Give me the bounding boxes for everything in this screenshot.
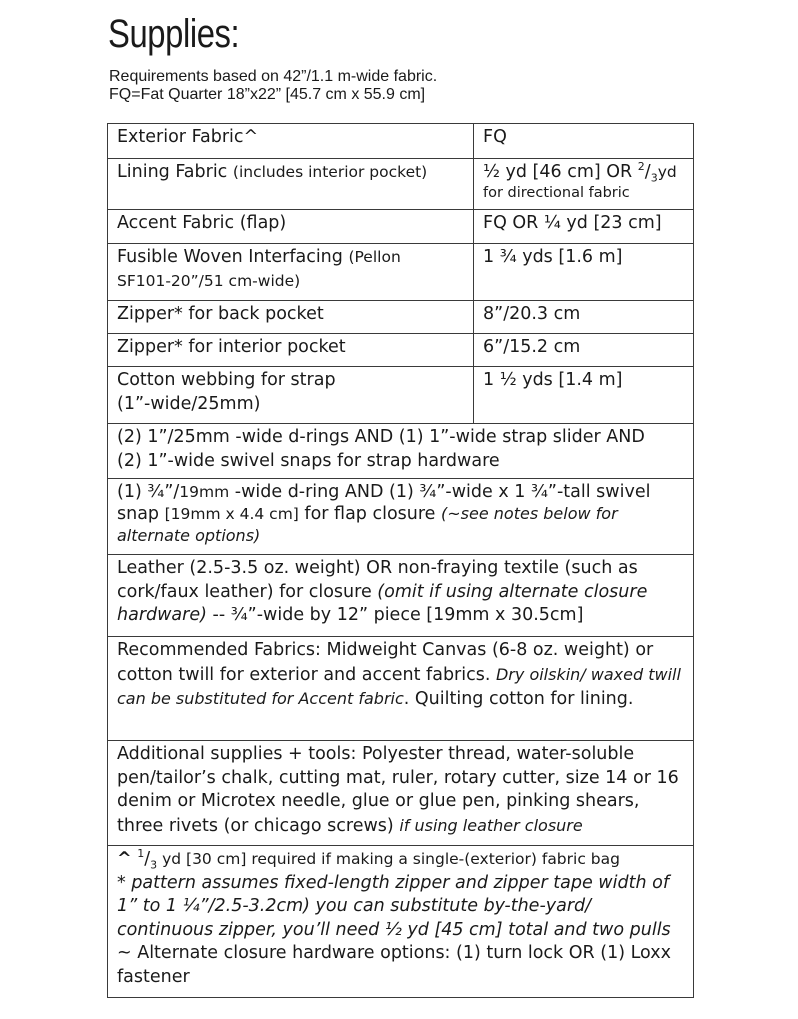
table-row: [108, 741, 694, 846]
table-row: [108, 159, 694, 210]
table-row: [108, 367, 694, 424]
tools-note: Additional supplies + tools: Polyester thread, water-soluble pen/tailor’s chalk, cutting mat, ruler, rotary cutter, size 14 or 16 denim or Microtex needle, glue or glue pen, pinking shears, three rivets (or chicago screws) if using leather closure: [108, 741, 694, 846]
lining-note: (includes interior pocket): [232, 163, 428, 181]
requirements-line-2: FQ=Fat Quarter 18”x22” [45.7 cm x 55.9 cm]: [109, 86, 426, 103]
footnotes: [108, 846, 694, 998]
row-value-zipper-interior: 6”/15.2 cm: [474, 334, 694, 367]
row-value-accent: FQ OR ¼ yd [23 cm]: [474, 210, 694, 244]
row-value-webbing: 1 ½ yds [1.4 m]: [474, 367, 694, 424]
row-label-zipper-back: Zipper* for back pocket: [108, 301, 474, 334]
fabrics-note: Recommended Fabrics: Midweight Canvas (6-8 oz. weight) or cotton twill for exterior and accent fabrics. Dry oilskin/ waxed twill can be substituted for Accent fabric. Quilting cotton for lining.: [108, 637, 694, 741]
row-label-lining: Lining Fabric (includes interior pocket): [108, 159, 474, 210]
table-row: [108, 301, 694, 334]
row-label-exterior: Exterior Fabric^: [108, 124, 474, 159]
table-row: [108, 637, 694, 741]
row-value-lining: ½ yd [46 cm] OR $^2/_3yd$ for directional fabric: [474, 159, 694, 210]
row-label-accent: Accent Fabric (flap): [108, 210, 474, 244]
table-row: [108, 244, 694, 301]
table-row: [108, 334, 694, 367]
table-row: [108, 846, 694, 998]
table-row: [108, 124, 694, 159]
page-title: Supplies:: [108, 12, 240, 56]
hardware-note: (2) 1”/25mm -wide d-rings AND (1) 1”-wide strap slider AND (2) 1”-wide swivel snaps for strap hardware: [108, 424, 694, 479]
row-value-exterior: FQ: [474, 124, 694, 159]
row-value-interfacing: 1 ¾ yds [1.6 m]: [474, 244, 694, 301]
requirements-line-1: Requirements based on 42”/1.1 m-wide fabric.: [109, 68, 438, 85]
footnote-caret: ^ $^1/_3$ yd [30 cm] required if making a single-(exterior) fabric bag: [117, 847, 620, 872]
row-value-zipper-back: 8”/20.3 cm: [474, 301, 694, 334]
row-label-interfacing: Fusible Woven Interfacing (Pellon SF101-20”/51 cm-wide): [108, 244, 474, 301]
row-label-webbing: Cotton webbing for strap (1”-wide/25mm): [108, 367, 474, 424]
footnote-tilde: ~ Alternate closure hardware options: (1) turn lock OR (1) Loxx fastener: [117, 943, 671, 987]
footnote-star: * pattern assumes fixed-length zipper and zipper tape width of 1” to 1 ¼”/2.5-3.2cm) you can substitute by-the-yard/ continuous zipper, you’ll need ½ yd [45 cm] total and two pulls: [117, 872, 671, 940]
requirements-note: [109, 68, 709, 104]
leather-note: Leather (2.5-3.5 oz. weight) OR non-fraying textile (such as cork/faux leather) for closure (omit if using alternate closure hardware) -- ¾”-wide by 12” piece [19mm x 30.5cm]: [108, 555, 694, 637]
table-row: [108, 210, 694, 244]
row-label-zipper-interior: Zipper* for interior pocket: [108, 334, 474, 367]
lining-value-note: for directional fabric: [483, 184, 630, 201]
table-row: [108, 424, 694, 479]
table-row: [108, 555, 694, 637]
closure-note: (1) ¾”/19mm -wide d-ring AND (1) ¾”-wide x 1 ¾”-tall swivel snap [19mm x 4.4 cm] for flap closure (~see notes below for alternate options): [108, 479, 694, 555]
table-row: [108, 479, 694, 555]
supplies-table: [107, 123, 694, 998]
